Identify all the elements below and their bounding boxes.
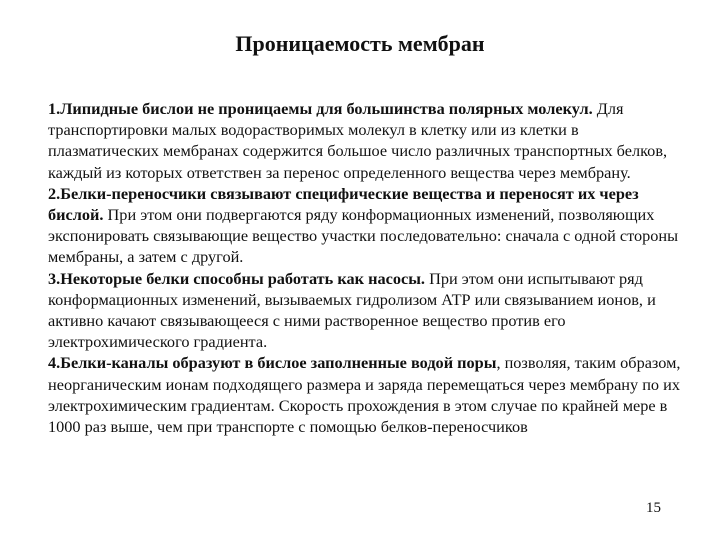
point-2-number: 2.	[48, 183, 61, 203]
point-4-number: 4.	[48, 353, 61, 373]
point-2	[48, 183, 688, 268]
point-3-heading: Некоторые белки способны работать как насосы.	[60, 268, 425, 288]
slide-content	[48, 98, 688, 437]
slide-title: Проницаемость мембран	[235, 31, 485, 56]
point-3-number: 3.	[48, 268, 61, 288]
point-4-text: , позволяя, таким образом, неорганическим ионам подходящего размера и заряда перемещаться через мембрану по их электрохимическим градиентам. Скорость прохождения в этом случае по крайней мере в 1000 раз выше, чем при транспорте с помощью белков-переносчиков	[48, 353, 681, 437]
page-number: 15	[646, 500, 661, 516]
point-2-heading: Белки-переносчики связывают специфические вещества и переносят их через бислой.	[48, 183, 639, 225]
point-3	[48, 268, 688, 353]
point-4	[48, 352, 688, 437]
point-2-text: При этом они подвергаются ряду конформационных изменений, позволяющих экспонировать связывающие вещество участки последовательно: сначала с одной стороны мембраны, а затем с другой.	[48, 205, 679, 267]
point-4-heading: Белки-каналы образуют в бислое заполненные водой поры	[60, 353, 497, 373]
point-1-text: Для транспортировки малых водорастворимых молекул в клетку или из клетки в плазматических мембранах содержится большое число различных транспортных белков, каждый из которых ответствен за перенос определенного вещества через мембрану.	[48, 99, 668, 182]
point-1-heading: Липидные бислои не проницаемы для большинства полярных молекул.	[60, 99, 593, 118]
point-3-text: При этом они испытывают ряд конформационных изменений, вызываемых гидролизом АТР или связыванием ионов, и активно качают связывающееся с ними растворенное вещество против его электрохимического градиента.	[48, 268, 656, 352]
point-1	[48, 98, 688, 183]
point-1-number: 1.	[48, 99, 61, 118]
